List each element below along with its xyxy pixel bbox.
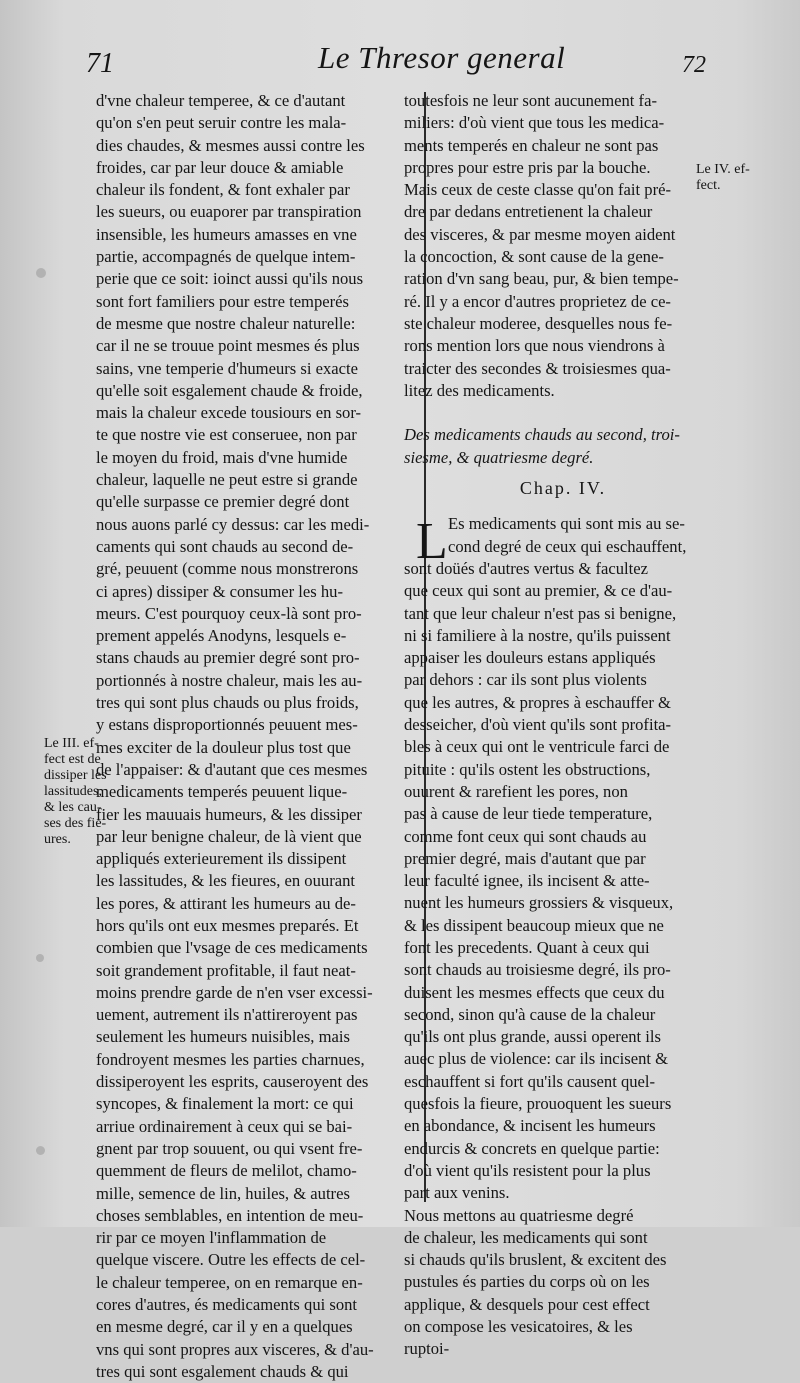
text-line: traicter des secondes & troisiesmes qua-: [404, 358, 671, 378]
text-line: de l'appaiser: & d'autant que ces mesmes: [96, 759, 368, 779]
text-line: quesfois la fieure, prouoquent les sueurs: [404, 1094, 672, 1114]
chapter-heading: Chap. IV.: [519, 478, 607, 499]
text-line: auec plus de violence: car ils incisent &: [404, 1049, 669, 1069]
text-line: desseicher, d'où vient qu'ils sont profita-: [404, 715, 672, 735]
text-line: moins prendre garde de n'en vser excessi-: [96, 982, 373, 1002]
text-line: pituite : qu'ils ostent les obstructions,: [404, 759, 651, 779]
text-line: ruptoi-: [404, 1339, 450, 1359]
page-number-right: 72: [682, 52, 706, 78]
text-line: partie, accompagnés de quelque intem-: [96, 247, 356, 267]
text-line: miliers: d'où vient que tous les medica-: [404, 113, 665, 133]
section-title-line: siesme, & quatriesme degré.: [404, 447, 594, 467]
text-line: mais la chaleur excede tousiours en sor-: [96, 403, 362, 423]
margin-note-line: dissiper les: [44, 768, 107, 783]
margin-note-line: ures.: [44, 832, 71, 847]
text-line: chaleur ils fondent, & font exhaler par: [96, 180, 350, 200]
text-line: ré. Il y a encor d'autres proprietez de ce-: [404, 291, 671, 311]
section-title: [404, 424, 722, 469]
text-line: cores d'autres, és medicaments qui sont: [96, 1295, 358, 1315]
margin-note-line: lassitudes,: [44, 784, 102, 799]
paper-stain: [36, 268, 46, 278]
text-line: mille, semence de lin, huiles, & autres: [96, 1183, 350, 1203]
text-line: comme font ceux qui sont chauds au: [404, 826, 647, 846]
text-line: litez des medicaments.: [404, 380, 555, 400]
text-line: applique, & desquels pour cest effect: [404, 1294, 650, 1314]
text-line: portionnés à nostre chaleur, mais les au-: [96, 670, 363, 690]
text-line: que ceux qui sont au premier, & ce d'au-: [404, 581, 673, 601]
text-line: combien que l'vsage de ces medicaments: [96, 938, 368, 958]
text-line: tres qui sont plus chauds ou plus froids,: [96, 693, 359, 713]
text-line: & les dissipent beaucoup mieux que ne: [404, 915, 664, 935]
text-line: ments temperés en chaleur ne sont pas: [404, 135, 659, 155]
text-line: sont chauds au troisiesme degré, ils pro-: [404, 960, 671, 980]
text-line: uement, autrement ils n'attireroyent pas: [96, 1005, 358, 1025]
section-gap: [404, 402, 722, 424]
text-line: cond degré de ceux qui eschauffent,: [448, 536, 687, 556]
text-line: te que nostre vie est conseruee, non par: [96, 425, 357, 445]
text-line: leur faculté ignee, ils incisent & atte-: [404, 871, 650, 891]
left-column: [96, 90, 418, 1383]
text-line: en abondance, & incisent les humeurs: [404, 1116, 656, 1136]
text-line: on compose les vesicatoires, & les: [404, 1317, 633, 1337]
text-line: font les precedents. Quant à ceux qui: [404, 937, 650, 957]
margin-note-line: fect.: [696, 178, 721, 193]
text-line: de chaleur, les medicaments qui sont: [404, 1227, 648, 1247]
text-line: les lassitudes, & les fieures, en ouurant: [96, 871, 355, 891]
text-line: que les autres, & propres à eschauffer &: [404, 692, 671, 712]
text-line: prement appelés Anodyns, lesquels e-: [96, 626, 347, 646]
text-line: qu'ils ont plus grande, aussi operent ils: [404, 1027, 661, 1047]
text-line: quelque viscere. Outre les effects de cel-: [96, 1250, 366, 1270]
text-line: fondroyent mesmes les parties charnues,: [96, 1049, 365, 1069]
text-line: par dehors : car ils sont plus violents: [404, 670, 647, 690]
page-number-left: 71: [86, 48, 114, 79]
text-line: sont fort familiers pour estre temperés: [96, 291, 349, 311]
chapter-body: [404, 513, 722, 1360]
text-line: vns qui sont propres aux visceres, & d'au-: [96, 1339, 374, 1359]
text-line: arriue ordinairement à ceux qui se bai-: [96, 1116, 353, 1136]
text-line: medicaments temperés peuuent lique-: [96, 782, 348, 802]
text-line: qu'on s'en peut seruir contre les mala-: [96, 113, 347, 133]
margin-note-line: ses des fie-: [44, 816, 107, 831]
text-line: chaleur, laquelle ne peut estre si grande: [96, 470, 358, 490]
text-line: le chaleur temperee, on en remarque en-: [96, 1272, 363, 1292]
text-line: qu'elle soit esgalement chaude & froide,: [96, 380, 363, 400]
margin-note-line: & les cau-: [44, 800, 102, 815]
text-line: le moyen du froid, mais d'vne humide: [96, 447, 348, 467]
paper-stain: [36, 954, 44, 962]
text-line: des visceres, & par mesme moyen aident: [404, 224, 676, 244]
text-line: sont doüés d'autres vertus & facultez: [404, 558, 648, 578]
text-line: gré, peuuent (comme nous monstrerons: [96, 559, 359, 579]
text-line: meurs. C'est pourquoy ceux-là sont pro-: [96, 603, 362, 623]
text-line: toutesfois ne leur sont aucunement fa-: [404, 91, 657, 110]
text-line: si chauds qu'ils bruslent, & excitent des: [404, 1250, 667, 1270]
text-line: propres pour estre pris par la bouche.: [404, 157, 651, 177]
text-line: sains, vne temperie d'humeurs si exacte: [96, 358, 358, 378]
paper-stain: [36, 1146, 45, 1155]
right-column: [404, 90, 722, 1361]
text-line: second, sinon qu'à cause de la chaleur: [404, 1004, 656, 1024]
margin-note-line: fect est de: [44, 752, 101, 767]
text-line: ration d'vn sang beau, pur, & bien tempe-: [404, 269, 679, 289]
text-line: part aux venins.: [404, 1183, 510, 1203]
text-line: tant que leur chaleur n'est pas si benigne,: [404, 603, 677, 623]
margin-note-line: Le IV. ef-: [696, 162, 750, 177]
text-line: les sueurs, ou euaporer par transpiration: [96, 202, 362, 222]
text-line: ni si familiere à la nostre, qu'ils puissent: [404, 625, 671, 645]
text-line: Es medicaments qui sont mis au se-: [448, 514, 685, 534]
text-line: mes exciter de la douleur plus tost que: [96, 737, 351, 757]
text-line: ste chaleur moderee, desquelles nous fe-: [404, 313, 673, 333]
text-line: pas à cause de leur tiede temperature,: [404, 804, 653, 824]
text-line: tres qui sont esgalement chauds & qui: [96, 1361, 349, 1381]
text-line: appaiser les douleurs estans appliqués: [404, 648, 656, 668]
text-line: caments qui sont chauds au second de-: [96, 536, 354, 556]
text-line: dre par dedans entretienent la chaleur: [404, 202, 653, 222]
text-line: rons mention lors que nous viendrons à: [404, 336, 665, 356]
text-line: ci apres) dissiper & consumer les hu-: [96, 581, 343, 601]
text-line: nuent les humeurs grossiers & visqueux,: [404, 893, 674, 913]
text-line: endurcis & concrets en quelque partie:: [404, 1138, 660, 1158]
margin-note-line: Le III. ef-: [44, 736, 99, 751]
text-line: soit grandement profitable, il faut neat-: [96, 960, 356, 980]
drop-cap: L: [416, 513, 448, 571]
text-line: choses semblables, en intention de meu-: [96, 1205, 364, 1225]
text-line: la concoction, & sont cause de la gene-: [404, 247, 664, 267]
text-line: eschauffent si fort qu'ils causent quel-: [404, 1071, 656, 1091]
text-line: bles à ceux qui ont le ventricule farci de: [404, 737, 670, 757]
text-line: les pores, & attirant les humeurs au de-: [96, 893, 356, 913]
text-line: d'vne chaleur temperee, & ce d'autant: [96, 91, 346, 110]
text-line: Mais ceux de ceste classe qu'on fait pré-: [404, 180, 671, 200]
running-title: Le Thresor general: [318, 40, 566, 75]
text-line: y estans disproportionnés peuuent mes-: [96, 715, 358, 735]
text-line: de mesme que nostre chaleur naturelle:: [96, 313, 356, 333]
text-line: par leur benigne chaleur, de là vient que: [96, 826, 362, 846]
text-line: pustules és parties du corps où on les: [404, 1272, 650, 1292]
text-line: fier les mauuais humeurs, & les dissiper: [96, 804, 362, 824]
chapter-text: [404, 513, 722, 1360]
text-line: perie que ce soit: ioinct aussi qu'ils nous: [96, 269, 364, 289]
text-line: appliqués exterieurement ils dissipent: [96, 849, 347, 869]
text-line: duisent les mesmes effects que ceux du: [404, 982, 665, 1002]
text-line: insensible, les humeurs amasses en vne: [96, 224, 357, 244]
text-line: premier degré, mais d'autant que par: [404, 848, 646, 868]
right-column-top-text: [404, 90, 722, 402]
section-title-line: Des medicaments chauds au second, troi-: [404, 425, 680, 445]
text-line: ouurent & rarefient les pores, non: [404, 781, 628, 801]
text-line: qu'elle surpasse ce premier degré dont: [96, 492, 350, 512]
text-line: syncopes, & finalement la mort: ce qui: [96, 1094, 354, 1114]
text-line: dies chaudes, & mesmes aussi contre les: [96, 135, 365, 155]
text-line: gnent par trop souuent, ou qui vsent fre-: [96, 1138, 363, 1158]
text-line: hors qu'ils ont eux mesmes preparés. Et: [96, 915, 359, 935]
text-line: froides, car par leur douce & amiable: [96, 157, 344, 177]
text-line: stans chauds au premier degré sont pro-: [96, 648, 360, 668]
text-line: en mesme degré, car il y en a quelques: [96, 1317, 353, 1337]
text-line: quemment de fleurs de melilot, chamo-: [96, 1161, 357, 1181]
text-line: seulement les humeurs nuisibles, mais: [96, 1027, 350, 1047]
text-line: car il ne se trouue point mesmes és plus: [96, 336, 360, 356]
text-line: rir par ce moyen l'inflammation de: [96, 1228, 327, 1248]
text-line: dissiperoyent les esprits, causeroyent des: [96, 1072, 369, 1092]
text-line: nous auons parlé cy dessus: car les medi-: [96, 514, 370, 534]
text-line: d'où vient qu'ils resistent pour la plus: [404, 1160, 651, 1180]
text-line: Nous mettons au quatriesme degré: [404, 1205, 634, 1225]
